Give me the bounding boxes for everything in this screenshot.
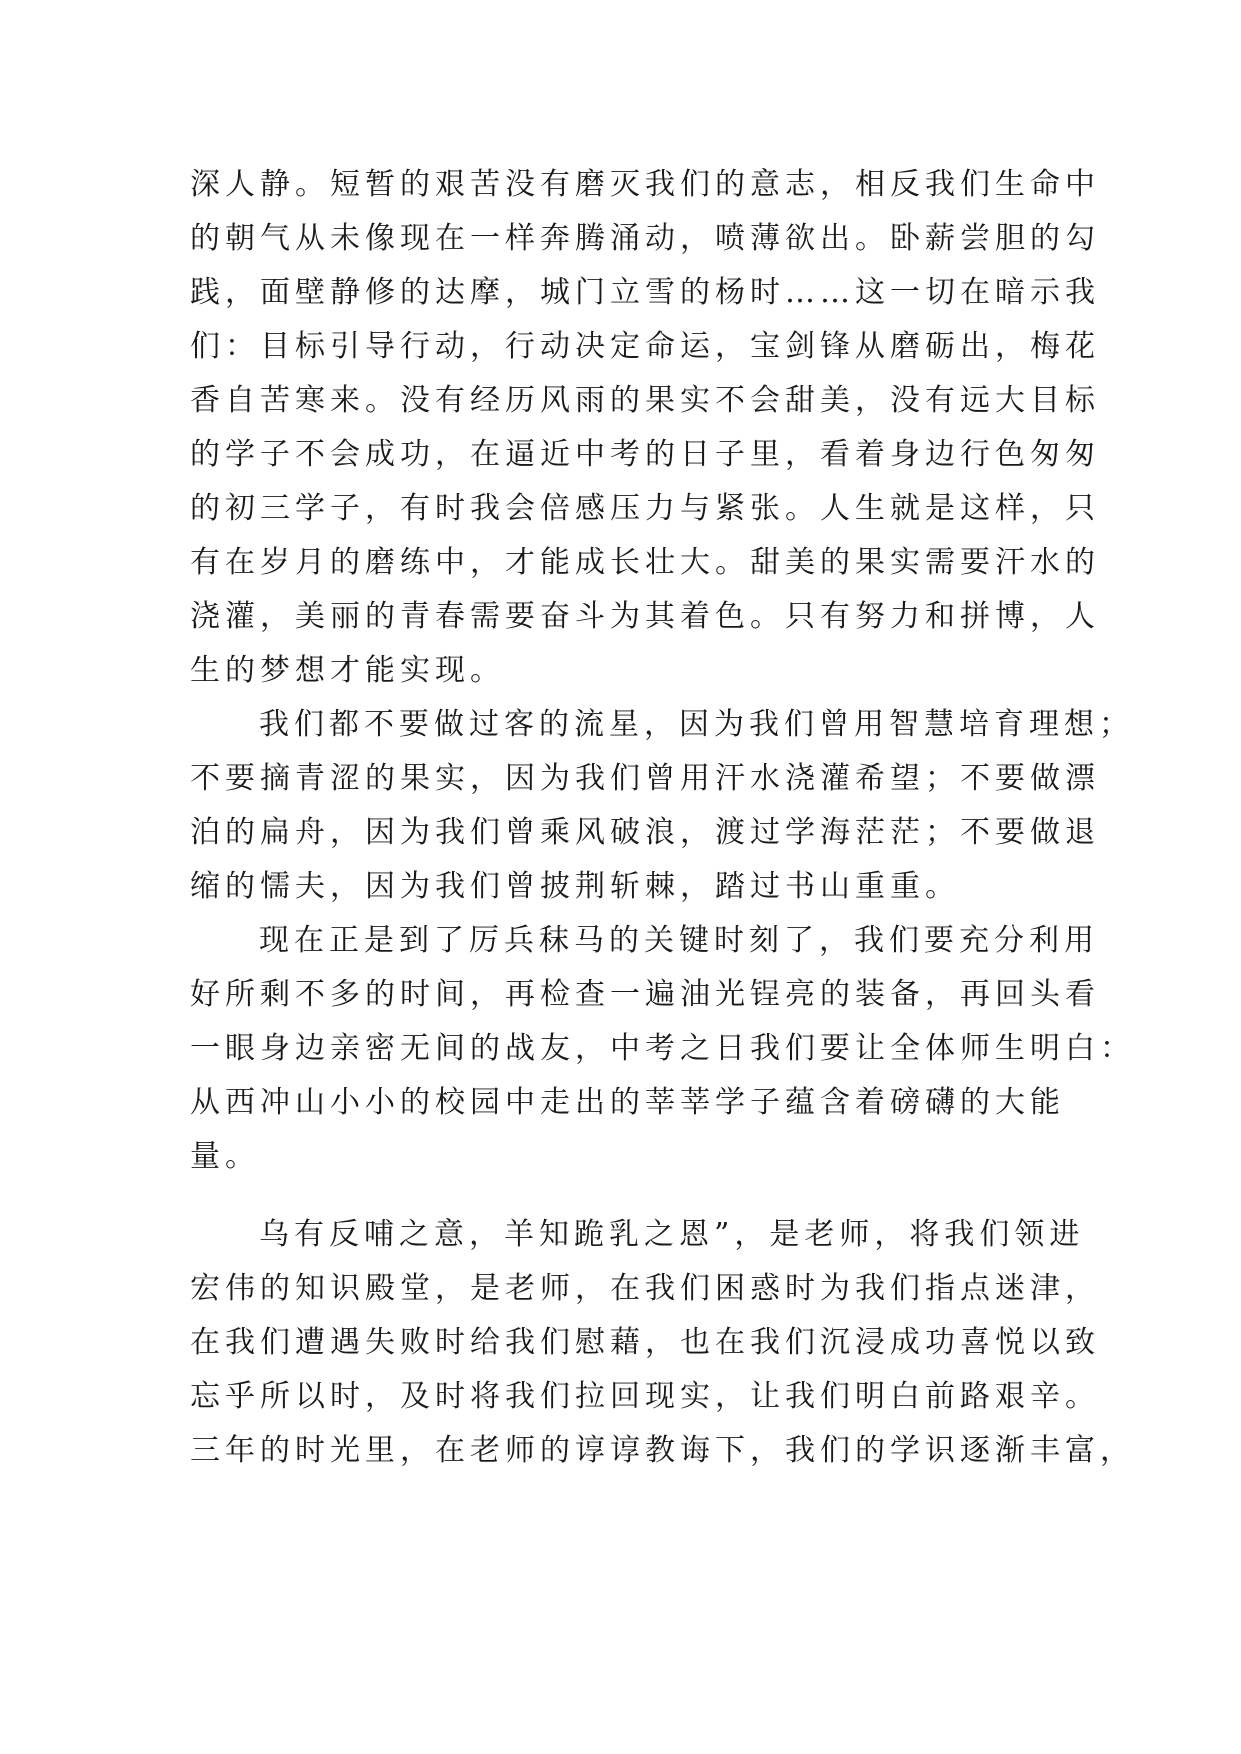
text-line: 泊的扁舟，因为我们曾乘风破浪，渡过学海茫茫；不要做退 (190, 815, 1100, 850)
document-body (190, 158, 1135, 1478)
text-line: 三年的时光里，在老师的谆谆教诲下，我们的学识逐渐丰富， (190, 1433, 1135, 1468)
text-line: 从西冲山小小的校园中走出的莘莘学子蕴含着磅礴的大能 (190, 1085, 1065, 1120)
text-line: 深人静。短暂的艰苦没有磨灭我们的意志，相反我们生命中 (190, 167, 1100, 202)
text-line: 缩的懦夫，因为我们曾披荆斩棘，踏过书山重重。 (190, 869, 960, 904)
text-line: 不要摘青涩的果实，因为我们曾用汗水浇灌希望；不要做漂 (190, 761, 1100, 796)
text-line: 一眼身边亲密无间的战友，中考之日我们要让全体师生明白： (190, 1031, 1135, 1066)
text-line: 的初三学子，有时我会倍感压力与紧张。人生就是这样，只 (190, 491, 1100, 526)
text-line: 践，面壁静修的达摩，城门立雪的杨时……这一切在暗示我 (190, 275, 1100, 310)
text-line: 生的梦想才能实现。 (190, 653, 505, 688)
text-line: 的朝气从未像现在一样奔腾涌动，喷薄欲出。卧薪尝胆的勾 (190, 221, 1100, 256)
text-line: 有在岁月的磨练中，才能成长壮大。甜美的果实需要汗水的 (190, 545, 1100, 580)
text-line: 们：目标引导行动，行动决定命运，宝剑锋从磨砺出，梅花 (190, 329, 1100, 364)
paragraph-start-line: 现在正是到了厉兵秣马的关键时刻了，我们要充分利用 (259, 923, 1099, 958)
text-line: 忘乎所以时，及时将我们拉回现实，让我们明白前路艰辛。 (190, 1379, 1100, 1414)
text-line: 宏伟的知识殿堂，是老师，在我们困惑时为我们指点迷津， (190, 1271, 1100, 1306)
paragraph-start-line: 乌有反哺之意，羊知跪乳之恩”，是老师，将我们领进 (259, 1217, 1085, 1252)
text-line: 量。 (190, 1139, 260, 1174)
text-line: 香自苦寒来。没有经历风雨的果实不会甜美，没有远大目标 (190, 383, 1100, 418)
text-line: 的学子不会成功，在逼近中考的日子里，看着身边行色匆匆 (190, 437, 1100, 472)
text-line: 在我们遭遇失败时给我们慰藉，也在我们沉浸成功喜悦以致 (190, 1325, 1100, 1360)
text-line: 浇灌，美丽的青春需要奋斗为其着色。只有努力和拼博，人 (190, 599, 1100, 634)
text-line: 好所剩不多的时间，再检查一遍油光锃亮的装备，再回头看 (190, 977, 1100, 1012)
paragraph-start-line: 我们都不要做过客的流星，因为我们曾用智慧培育理想； (259, 707, 1134, 742)
